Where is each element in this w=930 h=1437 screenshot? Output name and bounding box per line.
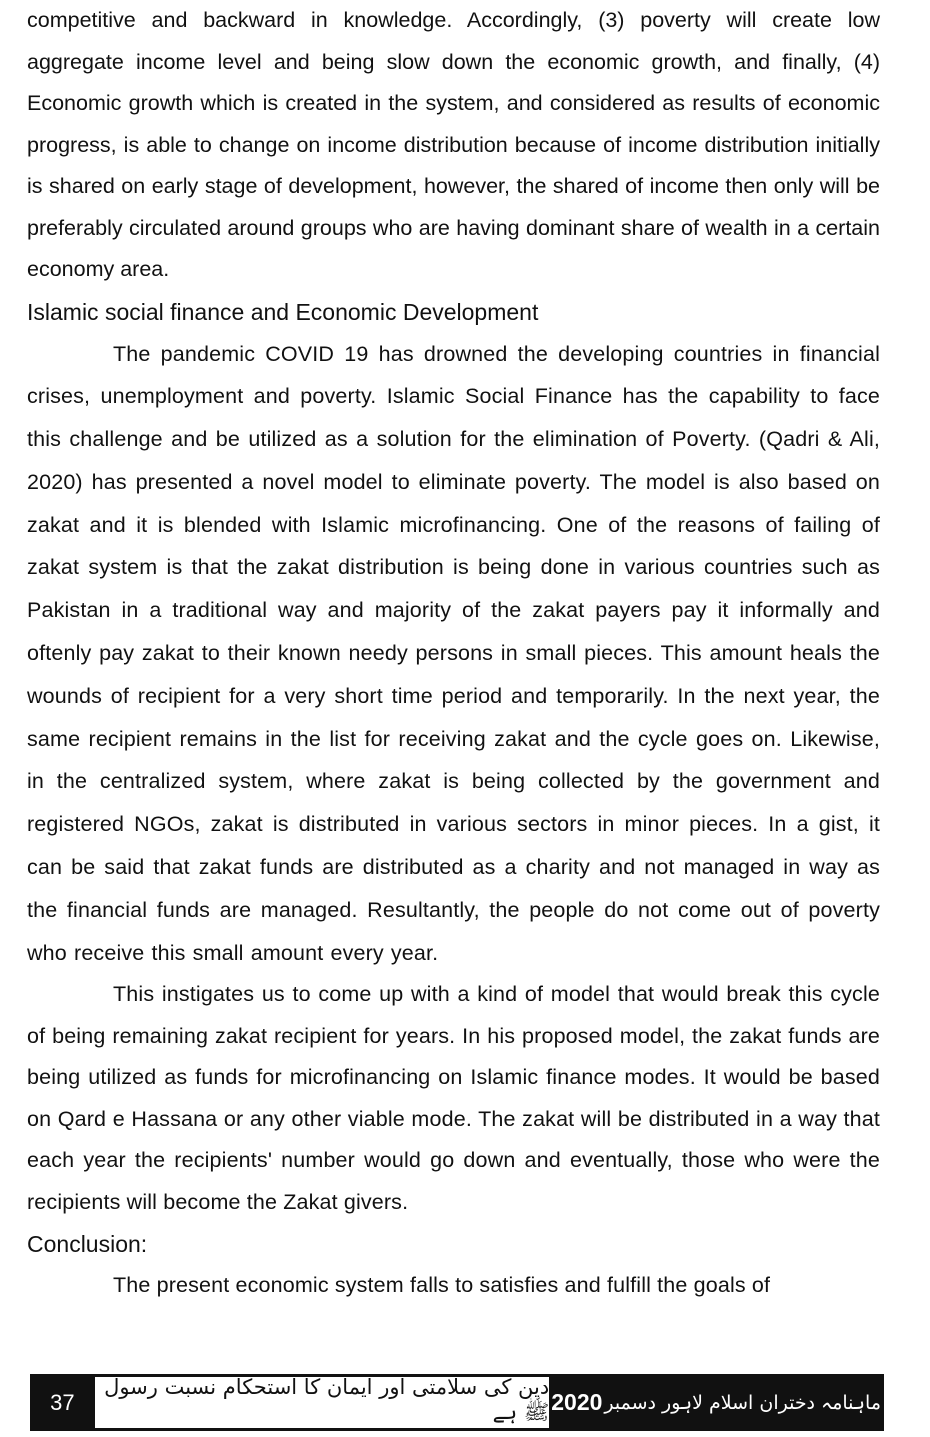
- body-paragraph: The present economic system falls to satisfies and fulfill the goals of: [113, 1273, 771, 1298]
- body-paragraph: This instigates us to come up with a kind of model that would break this cycle of being remaining zakat recipient for years. In his proposed model, the zakat funds are being utilized as funds for microfinancing on Islamic finance modes. It would be based on Qard e Hassana or any other viable mode. The zakat will be distributed in a way that each year the recipients' number would go down and eventually, those who were the recipients will become the Zakat givers.: [27, 982, 880, 1214]
- page-footer: [30, 1374, 884, 1431]
- footer-masthead: [549, 1377, 881, 1428]
- document-page: [27, 0, 880, 1307]
- masthead-title: ماہنامہ دختران اسلام لاہور دسمبر: [604, 1391, 881, 1414]
- footer-motto: دین کی سلامتی اور ایمان کا استحکام نسبت رسول ﷺ ہے: [95, 1377, 550, 1428]
- body-paragraph: The pandemic COVID 19 has drowned the developing countries in financial crises, unemployment and poverty. Islamic Social Finance has the capability to face this challenge and be utilized as a solution for the elimination of Poverty. (Qadri & Ali, 2020) has presented a novel model to eliminate poverty. The model is also based on zakat and it is blended with Islamic microfinancing. One of the reasons of failing of zakat system is that the zakat distribution is being done in various countries such as Pakistan in a traditional way and majority of the zakat payers pay it informally and oftenly pay zakat to their known needy persons in small pieces. This amount heals the wounds of recipient for a very short time period and temporarily. In the next year, the same recipient remains in the list for receiving zakat and the cycle goes on. Likewise, in the centralized system, where zakat is being collected by the government and registered NGOs, zakat is distributed in various sectors in minor pieces. In a gist, it can be said that zakat funds are distributed as a charity and not managed in way as the financial funds are managed. Resultantly, the people do not come out of poverty who receive this small amount every year.: [27, 341, 880, 965]
- page-number: 37: [50, 1389, 75, 1415]
- masthead-year: 2020: [551, 1389, 603, 1415]
- body-paragraph: competitive and backward in knowledge. Accordingly, (3) poverty will create low aggregate income level and being slow down the economic growth, and finally, (4) Economic growth which is created in the system, and considered as results of economic progress, is able to change on income distribution because of income distribution initially is shared on early stage of development, however, the shared of income then only will be preferably circulated around groups who are having dominant share of wealth in a certain economy area.: [27, 8, 880, 281]
- section-heading: Islamic social finance and Economic Development: [27, 298, 539, 325]
- section-heading: Conclusion:: [27, 1231, 148, 1258]
